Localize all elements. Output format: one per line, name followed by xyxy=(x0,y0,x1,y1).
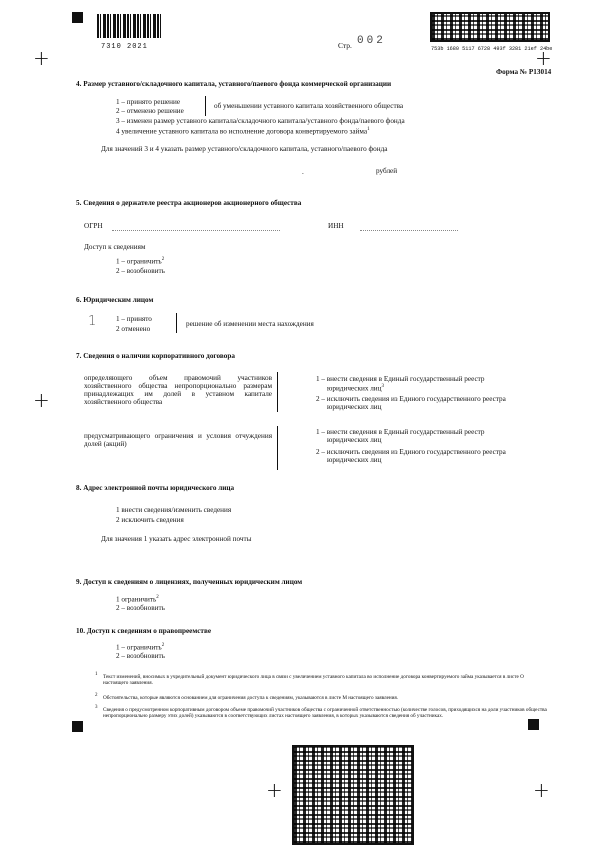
s4-option-main: об уменьшении уставного капитала хозяйственного общества xyxy=(214,102,404,110)
page-label: Стр. xyxy=(338,41,352,50)
s7-r2-opt2-line2: юридических лиц xyxy=(327,456,382,464)
s4-option-3: 3 – изменен размер уставного капитала/складочного капитала/уставного фонда/паевого фонда xyxy=(116,117,405,125)
section-6-title: 6. Юридическим лицом xyxy=(76,296,154,304)
s7-r2-opt1-line2: юридических лиц xyxy=(327,436,382,444)
s7-left-2: предусматривающего ограничения и условия отчуждения долей (акций) xyxy=(84,432,272,448)
form-label: Форма № Р13014 xyxy=(496,68,552,76)
s5-inn-label: ИНН xyxy=(328,222,344,230)
footnote-2-text: Обстоятельства, которые являются основанием для ограничения доступа к сведениям, указываются в листе М настоящего заявления. xyxy=(103,695,399,701)
s4-note: Для значений 3 и 4 указать размер уставного/складочного капитала, уставного/паевого фонда xyxy=(101,145,388,153)
section-5-title: 5. Сведения о держателе реестра акционеров акционерного общества xyxy=(76,199,302,207)
footnote-1-number: 1 xyxy=(95,672,98,677)
s6-option-2: 2 отменено xyxy=(116,325,151,333)
s10-option-1: 1 – ограничить$^2$ xyxy=(116,643,165,652)
s5-access-label: Доступ к сведениям xyxy=(84,243,146,251)
section-4-title: 4. Размер уставного/складочного капитала, уставного/паевого фонда коммерческой организации xyxy=(76,80,392,88)
section-8-title: 8. Адрес электронной почты юридического лица xyxy=(76,484,235,492)
section-9-title: 9. Доступ к сведениям о лицензиях, полученных юридическим лицом xyxy=(76,578,303,586)
matrix-barcode-bottom xyxy=(292,745,414,845)
s4-option-4: 4 увеличение уставного капитала во исполнение договора конвертируемого займа$^1$ xyxy=(116,127,370,136)
s6-bracket xyxy=(176,313,177,333)
crosshair-mark-top-left: + xyxy=(33,46,50,70)
s7-r1-opt1: 1 – внести сведения в Единый государственный реестр xyxy=(316,375,485,383)
s7-r1-opt1-line2: юридических лиц$^3$ xyxy=(327,384,384,393)
s8-note: Для значения 1 указать адрес электронной почты xyxy=(101,535,252,543)
s7-r1-opt2: 2 – исключить сведения из Единого государственного реестра xyxy=(316,395,506,403)
s5-inn-field[interactable] xyxy=(360,230,458,231)
s9-option-1: 1 ограничить$^2$ xyxy=(116,595,159,604)
s4-dot: . xyxy=(302,168,304,176)
s7-r2-opt1: 1 – внести сведения в Единый государственный реестр xyxy=(316,428,485,436)
s6-text: решение об изменении места нахождения xyxy=(186,320,314,328)
s7-left-1: определяющего объем правомочий участников хозяйственного общества непропорционально размерам принадлежащих им долей в уставном капитале хозяйственного общества xyxy=(84,374,272,406)
s5-option-1: 1 – ограничить$^2$ xyxy=(116,257,165,266)
registration-square-mid-right xyxy=(528,719,539,730)
crosshair-mark-left: + xyxy=(33,388,50,412)
footnote-3-text: Сведения о предусмотренном корпоративным договором объеме правомочий участников общества с ограниченной ответственностью (количестве голосов, приходящихся на доли участников общества непропорционально размеру этих долей) указываются в соответствующих листах настоящего заявления, в которых указываются сведения об участниках. xyxy=(103,707,547,719)
barcode-number: 7310 2021 xyxy=(101,43,148,51)
s6-value[interactable]: 1 xyxy=(88,314,97,329)
s7-r2-opt2: 2 – исключить сведения из Единого государственного реестра xyxy=(316,448,506,456)
s8-option-1: 1 внести сведения/изменить сведения xyxy=(116,506,232,514)
s7-divider-2 xyxy=(277,426,278,470)
s8-option-2: 2 исключить сведения xyxy=(116,516,184,524)
s6-option-1: 1 – принято xyxy=(116,315,152,323)
footnote-1-text: Текст изменений, вносимых в учредительный документ юридического лица в связи с увеличением уставного капитала во исполнение договора конвертируемого займа указывается в листе О настоящего заявления. xyxy=(103,674,524,686)
s4-option-2: 2 – отменено решение xyxy=(116,107,184,115)
crosshair-mark-bottom-right: + xyxy=(533,778,550,802)
matrix-barcode-top xyxy=(430,12,550,42)
s4-unit: рублей xyxy=(376,167,398,175)
registration-square-mid-left xyxy=(72,721,83,732)
s9-option-2: 2 – возобновить xyxy=(116,604,165,612)
s7-divider-1 xyxy=(277,372,278,412)
matrix-code-text: 753b 1680 5117 6728 493f 3281 21ef 24be xyxy=(431,46,553,52)
s5-ogrn-field[interactable] xyxy=(112,230,280,231)
s5-option-2: 2 – возобновить xyxy=(116,267,165,275)
section-10-title: 10. Доступ к сведениям о правопреемстве xyxy=(76,627,212,635)
registration-square-top-left xyxy=(72,12,83,23)
s10-option-2: 2 – возобновить xyxy=(116,652,165,660)
footnote-2-number: 2 xyxy=(95,693,98,698)
s7-r1-opt2-line2: юридических лиц xyxy=(327,403,382,411)
s4-option-1: 1 – принято решение xyxy=(116,98,181,106)
linear-barcode xyxy=(97,14,161,38)
section-7-title: 7. Сведения о наличии корпоративного договора xyxy=(76,352,235,360)
crosshair-mark-top-right: + xyxy=(535,46,552,70)
page-number: 002 xyxy=(357,35,386,47)
s5-ogrn-label: ОГРН xyxy=(84,222,103,230)
footnote-3-number: 3 xyxy=(95,705,98,710)
s4-bracket xyxy=(205,96,206,116)
crosshair-mark-bottom-left: + xyxy=(266,778,283,802)
